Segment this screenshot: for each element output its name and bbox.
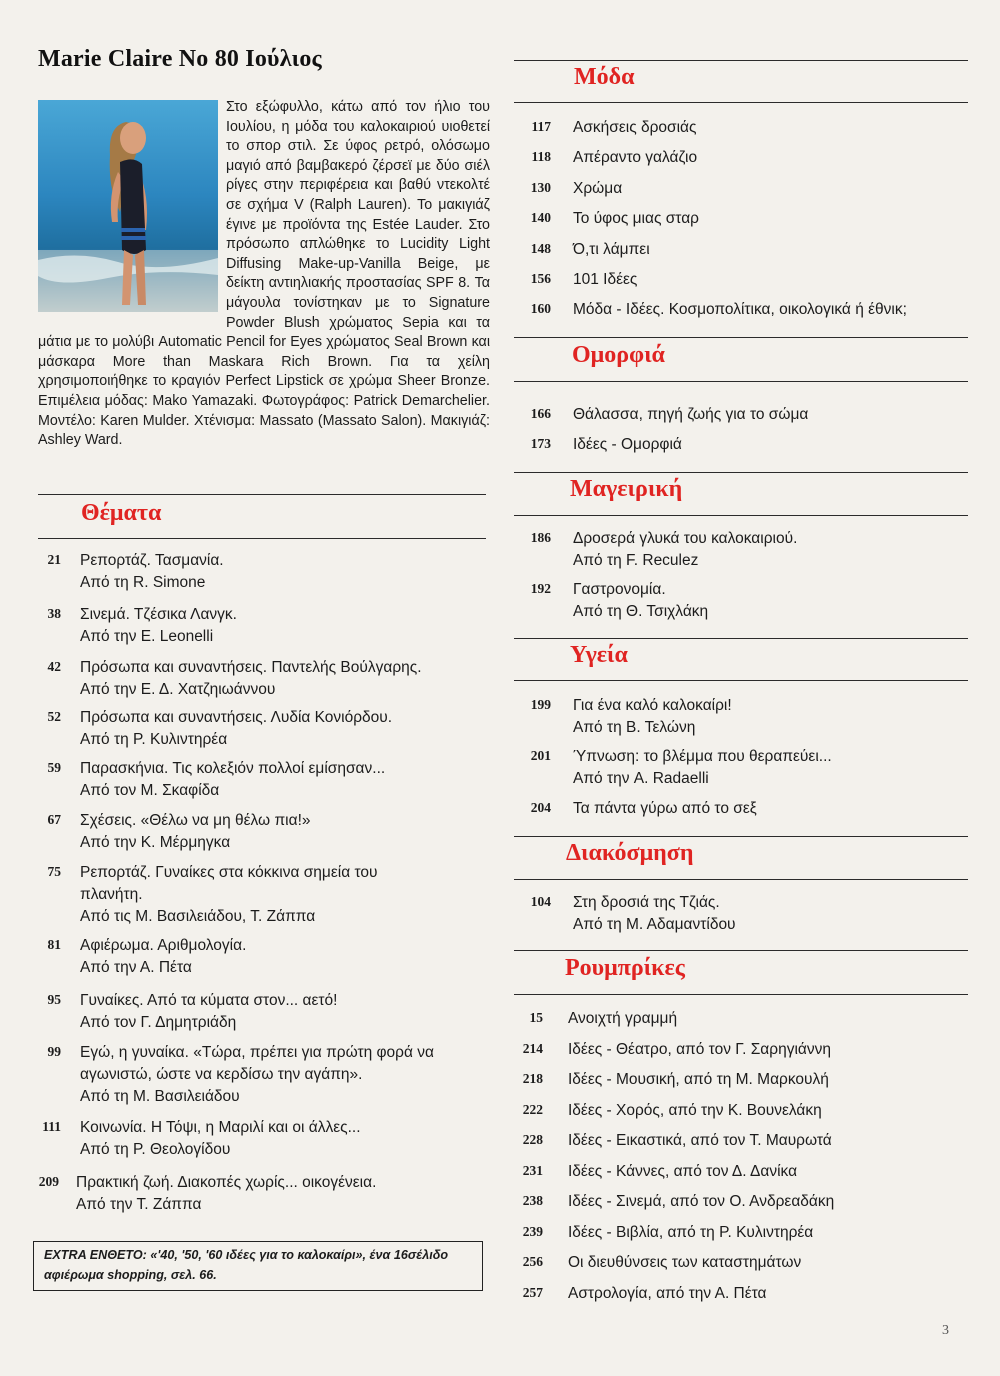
entry-author: Από την E. Leonelli xyxy=(80,628,214,645)
rule-themata-under xyxy=(38,538,486,539)
toc-entry[interactable] xyxy=(525,579,708,623)
toc-entry[interactable] xyxy=(515,1161,797,1183)
page-number: 218 xyxy=(522,1071,543,1086)
section-header-moda: Μόδα xyxy=(574,64,635,90)
entry-author: Από τη Β. Τελώνη xyxy=(573,719,696,736)
toc-entry[interactable] xyxy=(525,434,682,456)
page-folio-number: 3 xyxy=(942,1323,949,1338)
page-number: 21 xyxy=(47,552,61,567)
toc-entry[interactable] xyxy=(525,117,696,139)
entry-title: Ιδέες - Θέατρο, από τον Γ. Σαρηγιάννη xyxy=(568,1041,831,1058)
rule-roumprikes-under xyxy=(514,994,968,995)
toc-entry[interactable] xyxy=(35,758,480,802)
rule-mageiriki-under xyxy=(514,515,968,516)
entry-author: Από την A. Radaelli xyxy=(573,770,709,787)
magazine-title: Marie Claire No 80 Ιούλιος xyxy=(38,46,322,72)
cover-description xyxy=(38,98,490,451)
entry-author: Από τη Μ. Βασιλειάδου xyxy=(80,1088,240,1105)
toc-entry[interactable] xyxy=(35,990,480,1034)
entry-author: Από τη Ρ. Θεολογίδου xyxy=(80,1141,231,1158)
toc-entry[interactable] xyxy=(525,208,699,230)
entry-title: Πρόσωπα και συναντήσεις. Λυδία Κονιόρδου. xyxy=(80,709,393,726)
toc-entry[interactable] xyxy=(525,269,637,291)
toc-entry[interactable] xyxy=(525,892,736,936)
rule-moda-under xyxy=(514,102,968,103)
toc-entry[interactable] xyxy=(515,1191,834,1213)
page-number: 42 xyxy=(47,659,61,674)
section-header-themata: Θέματα xyxy=(81,500,162,526)
entry-title: Ιδέες - Μουσική, από τη Μ. Μαρκουλή xyxy=(568,1071,829,1088)
toc-entry[interactable] xyxy=(515,1100,822,1122)
entry-author: Από την Τ. Ζάππα xyxy=(76,1196,202,1213)
toc-entry[interactable] xyxy=(35,1042,480,1108)
page-number: 148 xyxy=(530,241,551,256)
entry-title: Χρώμα xyxy=(573,180,623,197)
entry-title: Ό,τι λάμπει xyxy=(573,241,650,258)
entry-author: Από τον Γ. Δημητριάδη xyxy=(80,1014,237,1031)
toc-entry[interactable] xyxy=(515,1008,677,1030)
rule-diakosmisi-under xyxy=(514,879,968,880)
toc-entry[interactable] xyxy=(515,1222,813,1244)
entry-title: Ύπνωση: το βλέμμα που θεραπεύει... xyxy=(573,748,832,765)
entry-title: Ρεπορτάζ. Γυναίκες στα κόκκινα σημεία του πλανήτη. xyxy=(80,864,378,903)
page-number: 99 xyxy=(47,1044,61,1059)
extra-insert-box: EXTRA ΕΝΘΕΤΟ: «'40, '50, '60 ιδέες για το καλοκαίρι», ένα 16σέλιδο αφιέρωμα shopping, σελ. 66. xyxy=(33,1241,483,1291)
toc-entry[interactable] xyxy=(525,695,732,739)
entry-author: Από τη Θ. Τσιχλάκη xyxy=(573,603,709,620)
toc-entry[interactable] xyxy=(35,707,480,751)
entry-title: Για ένα καλό καλοκαίρι! xyxy=(573,697,732,714)
entry-title: Θάλασσα, πηγή ζωής για το σώμα xyxy=(573,406,809,423)
entry-title: Ανοιχτή γραμμή xyxy=(568,1010,678,1027)
rule-omorfia xyxy=(514,337,968,338)
toc-entry[interactable] xyxy=(35,862,410,928)
rule-roumprikes xyxy=(514,950,968,951)
page-number: 95 xyxy=(47,992,61,1007)
entry-title: Ασκήσεις δροσιάς xyxy=(573,119,697,136)
toc-entry[interactable] xyxy=(515,1283,767,1305)
page-number: 104 xyxy=(530,894,551,909)
page-number: 67 xyxy=(47,812,61,827)
entry-title: Κοινωνία. Η Τόψι, η Μαριλί και οι άλλες... xyxy=(80,1119,361,1136)
entry-title: Δροσερά γλυκά του καλοκαιριού. xyxy=(573,530,798,547)
toc-entry[interactable] xyxy=(35,550,480,594)
page-number: 118 xyxy=(531,149,551,164)
entry-title: Μόδα - Ιδέες. Κοσμοπολίτικα, οικολογικά ή έθνικ; xyxy=(573,301,907,318)
rule-moda xyxy=(514,60,968,61)
entry-author: Από τη R. Simone xyxy=(80,574,206,591)
entry-author: Από την Ε. Δ. Χατζηιωάννου xyxy=(80,681,276,698)
page-number: 222 xyxy=(522,1102,543,1117)
entry-title: Ιδέες - Βιβλία, από τη Ρ. Κυλιντηρέα xyxy=(568,1224,814,1241)
toc-entry[interactable] xyxy=(525,528,797,572)
page-number: 111 xyxy=(42,1119,61,1134)
toc-entry[interactable] xyxy=(525,239,650,261)
entry-title: Απέραντο γαλάζιο xyxy=(573,149,698,166)
entry-title: Σχέσεις. «Θέλω να μη θέλω πια!» xyxy=(80,812,311,829)
entry-title: Ιδέες - Χορός, από την Κ. Βουνελάκη xyxy=(568,1102,822,1119)
page-number: 140 xyxy=(530,210,551,225)
page-number: 173 xyxy=(530,436,551,451)
entry-title: Ιδέες - Κάννες, από τον Δ. Δανίκα xyxy=(568,1163,798,1180)
entry-title: Το ύφος μιας σταρ xyxy=(573,210,699,227)
entry-title: 101 Ιδέες xyxy=(573,271,638,288)
page-number: 75 xyxy=(47,864,61,879)
entry-title: Ιδέες - Εικαστικά, από τον Τ. Μαυρωτά xyxy=(568,1132,832,1149)
page-number: 228 xyxy=(522,1132,543,1147)
page-number: 231 xyxy=(522,1163,543,1178)
toc-entry[interactable] xyxy=(35,604,480,648)
page-number: 214 xyxy=(522,1041,543,1056)
entry-title: Πρακτική ζωή. Διακοπές χωρίς... οικογένεια. xyxy=(76,1174,377,1191)
page-number: 117 xyxy=(531,119,551,134)
entry-author: Από την Κ. Μέρμηγκα xyxy=(80,834,231,851)
entry-title: Ιδέες - Σινεμά, από τον Ο. Ανδρεαδάκη xyxy=(568,1193,835,1210)
rule-mageiriki xyxy=(514,472,968,473)
entry-title: Σινεμά. Τζέσικα Λανγκ. xyxy=(80,606,237,623)
page-number: 239 xyxy=(522,1224,543,1239)
toc-entry[interactable] xyxy=(525,746,832,790)
entry-title: Ρεπορτάζ. Τασμανία. xyxy=(80,552,224,569)
page-number: 186 xyxy=(530,530,551,545)
page-number: 15 xyxy=(529,1010,543,1025)
section-header-roumprikes: Ρουμπρίκες xyxy=(565,955,685,981)
toc-entry[interactable] xyxy=(35,657,490,701)
toc-entry[interactable] xyxy=(35,1117,480,1161)
page-number: 209 xyxy=(38,1174,59,1189)
entry-title: Ιδέες - Ομορφιά xyxy=(573,436,682,453)
entry-title: Τα πάντα γύρω από το σεξ xyxy=(573,800,757,817)
toc-entry[interactable] xyxy=(35,935,480,979)
page-number: 192 xyxy=(530,581,551,596)
page-number: 59 xyxy=(47,760,61,775)
page-number: 81 xyxy=(47,937,61,952)
entry-title: Εγώ, η γυναίκα. «Τώρα, πρέπει για πρώτη φορά να αγωνιστώ, ώστε να κερδίσω την αγάπη». xyxy=(80,1044,434,1083)
toc-entry[interactable] xyxy=(525,404,808,426)
rule-themata xyxy=(38,494,486,495)
cover-description-text: Στο εξώφυλλο, κάτω από τον ήλιο του Ιουλίου, η μόδα του καλοκαιριού υιοθετεί το σπορ στιλ. Σε ύφος ρετρό, ολόσωμο μαγιό από βαμβακερό ζέρσεϊ με δύο σιέλ ρίγες στην περιφέρεια και βαθύ ντεκολτέ σε σχήμα V (Ralph Lauren). Το μακιγιάζ έγινε με προϊόντα της Estée Lauder. Στο πρόσωπο απλώθηκε το Lucidity Light Diffusing Make-up-Vanilla Beige, με δείκτη αντιηλιακής προστασίας SPF 8. Τα μάγουλα τονίστηκαν με το Signature Powder Blush χρώματος Sepia και τα μάτια με το μολύβι Automatic Pencil for Eyes χρώματος Seal Brown και μάσκαρα More than Maskara Rich Brown. Για τα χείλη χρησιμοποιήθηκε το κραγιόν Perfect Lipstick σε χρώμα Sheer Bronze. Επιμέλεια μόδας: Mako Yamazaki. Φωτογράφος: Patrick Demarchelier. Μοντέλο: Karen Mulder. Χτένισμα: Massato (Massato Salon). Μακιγιάζ: Ashley Ward. xyxy=(38,99,490,449)
page-number: 38 xyxy=(47,606,61,621)
page-number: 199 xyxy=(530,697,551,712)
section-header-diakosmisi: Διακόσμηση xyxy=(566,840,694,866)
page-number: 156 xyxy=(530,271,551,286)
toc-entry[interactable] xyxy=(525,147,697,169)
page-number: 257 xyxy=(522,1285,543,1300)
entry-author: Από τη Ρ. Κυλιντηρέα xyxy=(80,731,228,748)
toc-entry[interactable] xyxy=(35,810,480,854)
page-number: 201 xyxy=(530,748,551,763)
entry-title: Γαστρονομία. xyxy=(573,581,666,598)
toc-entry[interactable] xyxy=(31,1172,476,1216)
entry-author: Από τη Μ. Αδαμαντίδου xyxy=(573,916,736,933)
entry-title: Αστρολογία, από την Α. Πέτα xyxy=(568,1285,767,1302)
rule-ygeia-under xyxy=(514,680,968,681)
entry-title: Οι διευθύνσεις των καταστημάτων xyxy=(568,1254,802,1271)
toc-entry[interactable] xyxy=(525,178,622,200)
entry-author: Από την Α. Πέτα xyxy=(80,959,192,976)
toc-entry[interactable] xyxy=(515,1039,831,1061)
toc-entry[interactable] xyxy=(515,1069,829,1091)
page-number: 130 xyxy=(530,180,551,195)
rule-omorfia-under xyxy=(514,381,968,382)
entry-title: Στη δροσιά της Τζιάς. xyxy=(573,894,720,911)
entry-title: Γυναίκες. Από τα κύματα στον... αετό! xyxy=(80,992,338,1009)
rule-diakosmisi xyxy=(514,836,968,837)
toc-entry[interactable] xyxy=(515,1252,801,1274)
rule-ygeia xyxy=(514,638,968,639)
entry-author: Από τη F. Reculez xyxy=(573,552,699,569)
section-header-mageiriki: Μαγειρική xyxy=(570,476,683,502)
section-header-ygeia: Υγεία xyxy=(570,642,628,668)
page-number: 52 xyxy=(47,709,61,724)
entry-author: Από τις Μ. Βασιλειάδου, Τ. Ζάππα xyxy=(80,908,316,925)
toc-entry[interactable] xyxy=(525,798,757,820)
toc-entry[interactable] xyxy=(515,1130,832,1152)
entry-title: Πρόσωπα και συναντήσεις. Παντελής Βούλγαρης. xyxy=(80,659,422,676)
page-number: 256 xyxy=(522,1254,543,1269)
page-number: 160 xyxy=(530,301,551,316)
section-header-omorfia: Ομορφιά xyxy=(572,342,665,368)
entry-title: Παρασκήνια. Τις κολεξιόν πολλοί εμίσησαν... xyxy=(80,760,386,777)
entry-author: Από τον Μ. Σκαφίδα xyxy=(80,782,220,799)
page-number: 204 xyxy=(530,800,551,815)
entry-title: Αφιέρωμα. Αριθμολογία. xyxy=(80,937,247,954)
toc-entry[interactable] xyxy=(525,299,907,321)
page-number: 238 xyxy=(522,1193,543,1208)
page-number: 166 xyxy=(530,406,551,421)
